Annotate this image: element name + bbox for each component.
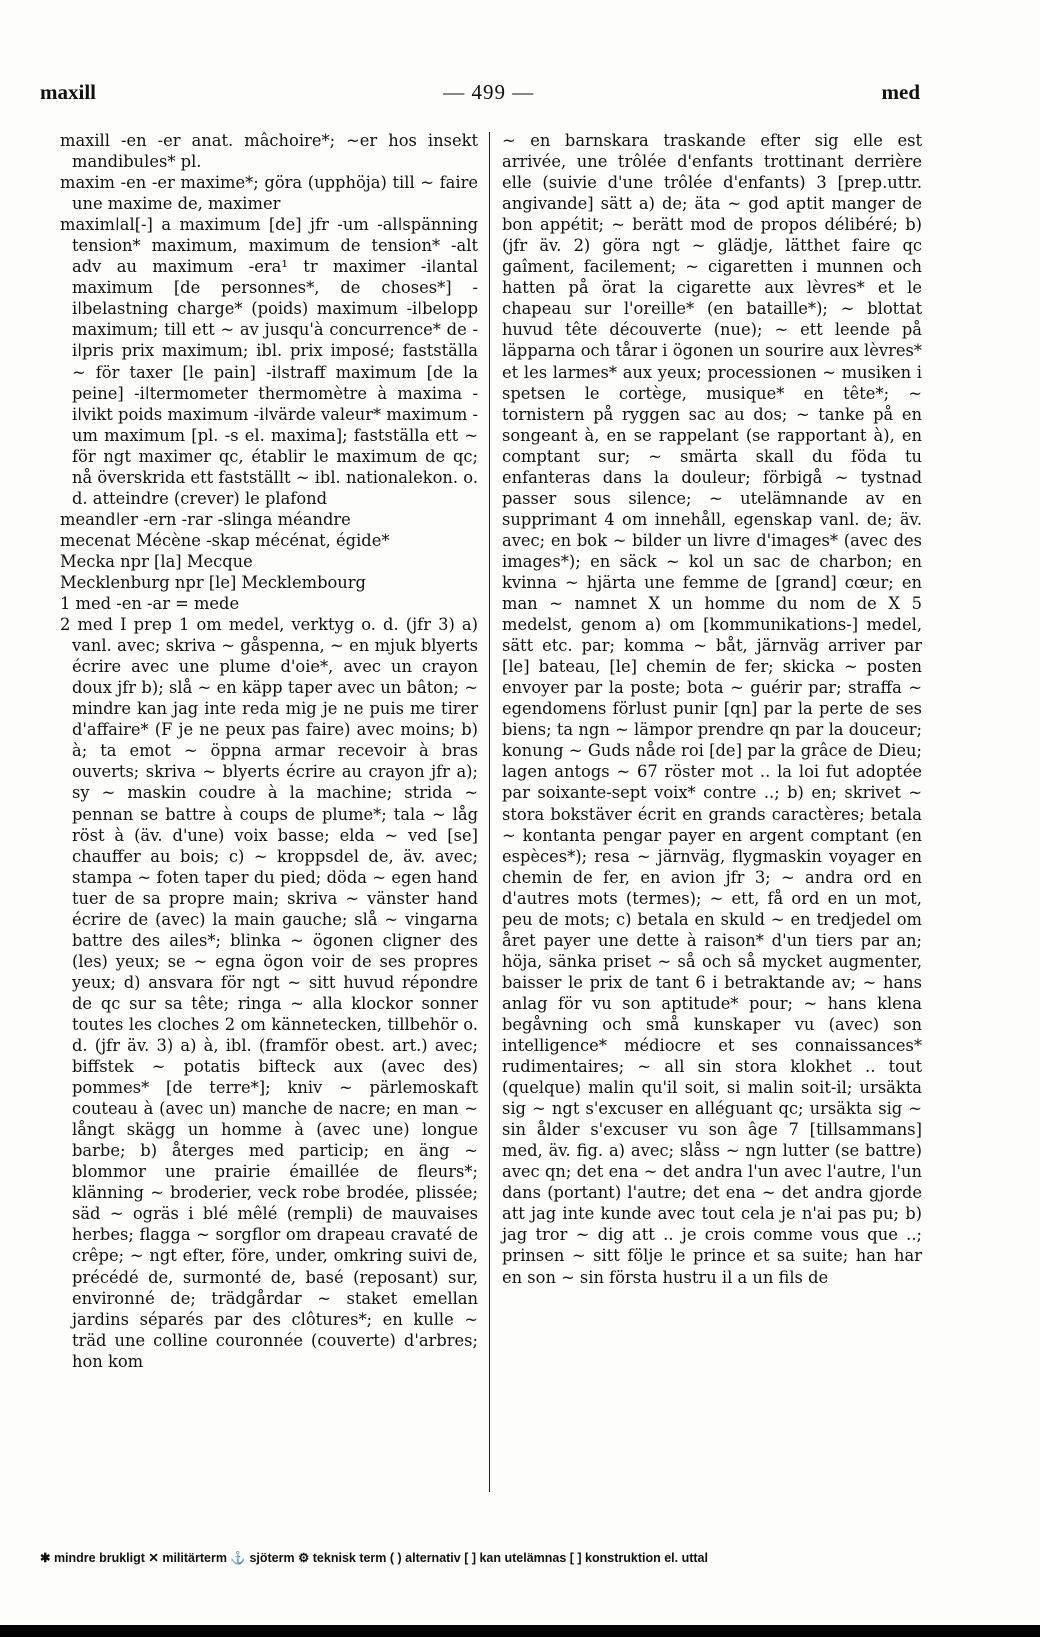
dictionary-entry: mecenat Mécène -skap mécénat, égide* — [60, 530, 390, 550]
dictionary-entry: meandǀer -ern -rar -slinga méandre — [60, 509, 351, 529]
dictionary-entry: maxim -en -er maxime*; göra (upphöja) till ~ faire une maxime de, maximer — [60, 173, 478, 214]
dictionary-entry: maxill -en -er anat. mâchoire*; ~er hos insekt mandibules* pl. — [60, 131, 478, 172]
header-guide-word-left: maxill — [40, 80, 96, 104]
column-divider — [489, 132, 490, 1492]
right-column — [502, 130, 922, 1288]
page-header — [40, 80, 920, 112]
dictionary-entry: Mecka npr [la] Mecque — [60, 551, 253, 571]
dictionary-entry: Mecklenburg npr [le] Mecklembourg — [60, 572, 366, 592]
scan-edge — [0, 1625, 1040, 1637]
dictionary-entry: ~ en barnskara traskande efter sig elle est arrivée, une trôlée d'enfants trottinant derrière elle (suivie d'une trôlée d'enfants) 3 [prep.uttr. angivande] sätt a) de; äta ~ god aptit manger de bon appétit; ~ berätt mod de propos délibéré; b) (jfr äv. 2) göra ngt ~ glädje, lätthet faire qc gaîment, facilement; ~ cigaretten i munnen och hatten på örat la cigarette aux lèvres* et le chapeau sur l'oreille* (en bataille*); ~ blottat huvud tête découverte (nue); ~ ett leende på läpparna och tårar i ögonen un sourire aux lèvres* et les larmes* aux yeux; processionen ~ musiken i spetsen le cortège, musique* en tête*; ~ tornistern på ryggen sac au dos; ~ tanke på en songeant à, en se rappelant (se rapportant à), en comptant sur; ~ smärta skall du föda tu enfanteras dans la douleur; förbigå ~ tystnad passer sous silence; ~ utelämnande av en supprimant 4 om innehåll, egenskap vanl. de; äv. avec; en bok ~ bilder un livre d'images* (avec des images*); en säck ~ kol un sac de charbon; en kvinna ~ hjärta une femme de [grand] cœur; en man ~ namnet X un homme du nom de X 5 medelst, genom a) om [kommunikations-] medel, sätt etc. par; komma ~ båt, järnväg arriver par [le] bateau, [le] chemin de fer; skicka ~ posten envoyer par la poste; bota ~ guérir par; straffa ~ egendomens förlust punir [qn] par la perte de ses biens; ta ngn ~ lämpor prendre qn par la douceur; konung ~ Guds nåde roi [de] par la grâce de Dieu; lagen antogs ~ 67 röster mot .. la loi fut adoptée par soixante-sept voix* contre ..; b) en; skrivet ~ stora bokstäver écrit en grands caractères; betala ~ kontanta pengar payer en argent comptant (en espèces*); resa ~ järnväg, flygmaskin voyager en chemin de fer, en avion jfr 3; ~ andra ord en d'autres mots (termes); ~ ett, få ord en un mot, peu de mots; c) betala en skuld ~ en tredjedel om året payer une dette à raison* d'un tiers par an; höja, sänka priset ~ så och så mycket augmenter, baisser le prix de tant 6 i betraktande av; ~ hans anlag för vu son aptitude* pour; ~ hans klena begåvning och små kunskaper vu (avec) son intelligence* médiocre et ses connaissances* rudimentaires; ~ all sin stora klokhet .. tout (quelque) malin qu'il soit, si malin soit-il; ursäkta sig ~ ngt s'excuser en alléguant qc; ursäkta sig ~ sin ålder s'excuser vu son âge 7 [tillsammans] med, äv. fig. a) avec; slåss ~ ngn lutter (se battre) avec qn; det ena ~ det andra l'un avec l'autre, l'un dans (portant) l'autre; det ena ~ det andra gjorde att jag inte kunde avec tout cela je n'ai pas pu; b) jag tror ~ dig att .. je crois comme vous que ..; prinsen ~ sitt följe le prince et sa suite; han har en son ~ sin första hustru il a un fils de — [502, 131, 922, 1287]
page-number: — 499 — — [443, 80, 535, 104]
dictionary-entry: 2 med I prep 1 om medel, verktyg o. d. (jfr 3) a) vanl. avec; skriva ~ gåspenna, ~ en mjuk blyerts écrire avec une plume d'oie*, avec un crayon doux jfr b); slå ~ en käpp taper avec un bâton; ~ mindre kan jag inte reda mig je ne puis me tirer d'affaire* (F je ne peux pas faire) avec moins; b) à; ta emot ~ öppna armar recevoir à bras ouverts; skriva ~ blyerts écrire au crayon jfr a); sy ~ maskin coudre à la machine; strida ~ pennan se battre à coups de plume*; tala ~ låg röst à (äv. d'une) voix basse; elda ~ ved [se] chauffer au bois; c) ~ kroppsdel de, äv. avec; stampa ~ foten taper du pied; döda ~ egen hand tuer de sa propre main; skriva ~ vänster hand écrire de (avec) la main gauche; slå ~ vingarna battre des ailes*; blinka ~ ögonen cligner des (les) yeux; se ~ egna ögon voir de ses propres yeux; d) ansvara för ngt ~ sitt huvud répondre de qc sur sa tête; ringa ~ alla klockor sonner toutes les cloches 2 om kännetecken, tillbehör o. d. (jfr äv. 3) a) à, ibl. (framför obest. art.) avec; biffstek ~ potatis bifteck aux (avec des) pommes* [de terre*]; kniv ~ pärlemoskaft couteau à (avec un) manche de nacre; en man ~ långt skägg un homme à (avec une) longue barbe; b) återges med particip; en äng ~ blommor une prairie émaillée de fleurs*; klänning ~ broderier, veck robe brodée, plissée; säd ~ ogräs i blé mêlé (rempli) de mauvaises herbes; flagga ~ sorgflor om drapeau cravaté de crêpe; ~ ngt efter, före, under, omkring suivi de, précédé de, surmonté de, basé (reposant) sur, environné de; trädgårdar ~ staket emellan jardins séparés par des clôtures*; en kulle ~ träd une colline couronnée (couverte) d'arbres; hon kom — [60, 615, 478, 1371]
legend-footer: ✱ mindre brukligt ✕ militärterm ⚓ sjöterm ⚙ teknisk term ( ) alternativ [ ] kan utelämnas [ ] konstruktion el. uttal — [40, 1551, 708, 1565]
left-column — [60, 130, 478, 1372]
dictionary-entry: maximǀal[-] a maximum [de] jfr -um -alǀspänning tension* maximum, maximum de tension* -alt adv au maximum -era¹ tr maximer -iǀantal maximum [de personnes*, de choses*] -iǀbelastning charge* (poids) maximum -iǀbelopp maximum; till ett ~ av jusqu'à concurrence* de -iǀpris prix maximum; ibl. prix imposé; fastställa ~ för taxer [le pain] -iǀstraff maximum [de la peine] -iǀtermometer thermomètre à maxima -iǀvikt poids maximum -iǀvärde valeur* maximum -um maximum [pl. -s el. maxima]; fastställa ett ~ för ngt maximer qc, établir le maximum de qc; nå överskrida ett fastställt ~ ibl. nationalekon. o. d. atteindre (crever) le plafond — [60, 215, 478, 508]
header-guide-word-right: med — [881, 80, 920, 104]
dictionary-entry: 1 med -en -ar = mede — [60, 594, 240, 614]
